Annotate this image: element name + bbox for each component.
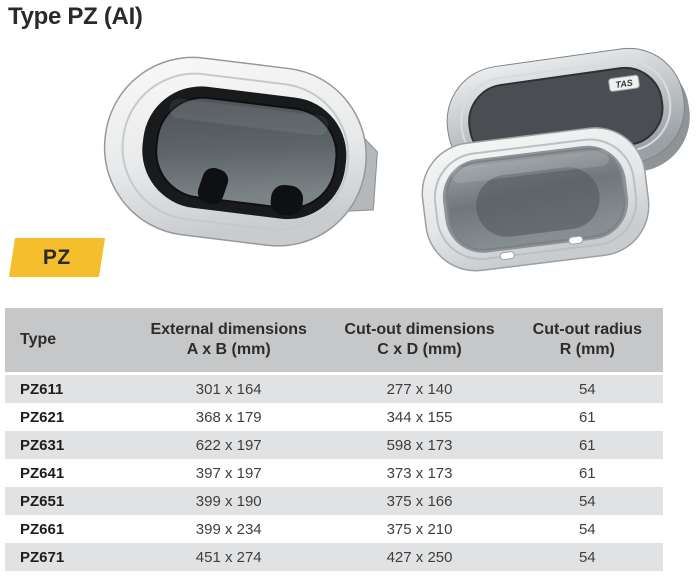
cell-value: 277 x 140 <box>386 380 453 398</box>
cell-value: 397 x 197 <box>195 464 262 482</box>
cell-value: 375 x 210 <box>386 520 453 538</box>
table-row <box>5 543 663 571</box>
column-header-type: Type <box>5 308 130 374</box>
cell-type: PZ631 <box>20 436 65 454</box>
cell-value: 622 x 197 <box>195 436 262 454</box>
table-row <box>5 459 663 487</box>
cell-value: 54 <box>578 380 596 398</box>
cell-type: PZ611 <box>20 380 64 398</box>
dimensions-table <box>5 308 663 571</box>
table-row <box>5 403 663 431</box>
cell-value: 451 x 274 <box>195 548 262 566</box>
table-row <box>5 515 663 543</box>
lid-notch-left <box>500 251 515 260</box>
cell-value: 373 x 173 <box>386 464 453 482</box>
cell-value: 54 <box>578 492 596 510</box>
cell-value: 61 <box>578 408 596 426</box>
cell-value: 54 <box>578 548 596 566</box>
cell-type: PZ661 <box>20 520 65 538</box>
cell-value: 375 x 166 <box>386 492 453 510</box>
column-header-external-dimensions: External dimensions A x B (mm) <box>130 308 327 374</box>
cell-value: 368 x 179 <box>195 408 262 426</box>
cell-value: 61 <box>578 436 596 454</box>
cell-value: 399 x 190 <box>195 492 262 510</box>
table-row <box>5 487 663 515</box>
lid-notch-right <box>568 236 583 245</box>
page-title: Type PZ (AI) <box>8 3 143 30</box>
column-header-cutout-radius: Cut-out radius R (mm) <box>512 308 663 374</box>
cell-value: 301 x 164 <box>195 380 262 398</box>
cell-value: 61 <box>578 464 596 482</box>
cell-value: 399 x 234 <box>195 520 262 538</box>
table-body <box>5 374 663 572</box>
cell-value: 598 x 173 <box>386 436 453 454</box>
column-header-cutout-dimensions: Cut-out dimensions C x D (mm) <box>327 308 511 374</box>
cell-type: PZ621 <box>20 408 65 426</box>
porthole-open-image <box>418 43 697 275</box>
type-badge-label: PZ <box>43 245 71 269</box>
brand-mark-text: TAS <box>614 77 634 90</box>
closed-porthole-group <box>95 47 384 257</box>
cell-type: PZ651 <box>20 492 65 510</box>
cell-value: 427 x 250 <box>386 548 453 566</box>
cell-type: PZ671 <box>20 548 65 566</box>
cell-value: 54 <box>578 520 596 538</box>
table-row <box>5 374 663 404</box>
cell-type: PZ641 <box>20 464 65 482</box>
cell-value: 344 x 155 <box>386 408 453 426</box>
table-header-row <box>5 308 663 374</box>
type-badge <box>9 238 105 277</box>
table-row <box>5 431 663 459</box>
porthole-closed-image <box>92 45 384 267</box>
